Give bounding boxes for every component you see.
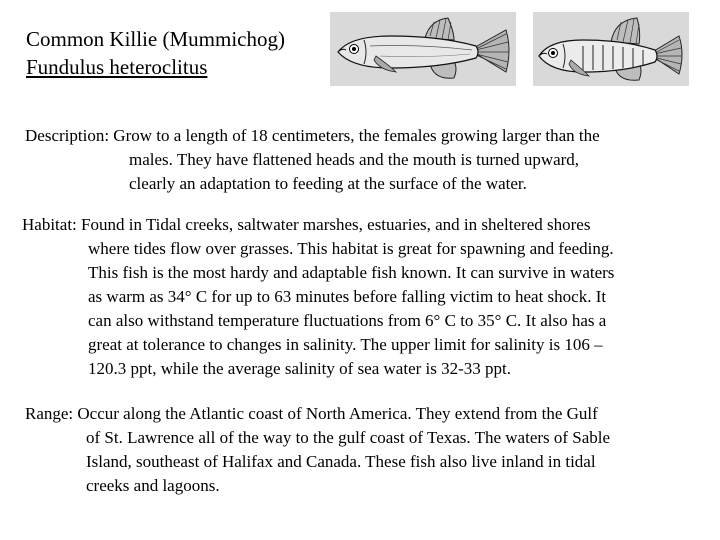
habitat-line: where tides flow over grasses. This habitat is great for spawning and feeding. <box>88 239 614 258</box>
range-line: creeks and lagoons. <box>86 476 220 495</box>
habitat-line: This fish is the most hardy and adaptable fish known. It can survive in waters <box>88 263 615 282</box>
habitat-line: great at tolerance to changes in salinity. The upper limit for salinity is 106 – <box>88 335 603 354</box>
fish-illustration-icon <box>533 12 689 86</box>
range-line: Range: Occur along the Atlantic coast of North America. They extend from the Gulf <box>25 404 598 423</box>
scientific-name: Fundulus heteroclitus <box>26 55 208 79</box>
habitat-label: Habitat: <box>22 215 77 234</box>
range-label: Range: <box>25 404 74 423</box>
fish-illustration-icon <box>330 12 516 86</box>
habitat-line: 120.3 ppt, while the average salinity of sea water is 32-33 ppt. <box>88 359 511 378</box>
description-line: Description: Grow to a length of 18 centimeters, the females growing larger than the <box>25 126 600 145</box>
habitat-line: can also withstand temperature fluctuations from 6° C to 35° C. It also has a <box>88 311 607 330</box>
range-line: Island, southeast of Halifax and Canada. These fish also live inland in tidal <box>86 452 596 471</box>
habitat-line: as warm as 34° C for up to 63 minutes before falling victim to heat shock. It <box>88 287 607 306</box>
habitat-line: Habitat: Found in Tidal creeks, saltwater marshes, estuaries, and in sheltered shores <box>22 215 591 234</box>
habitat-section <box>22 213 614 381</box>
common-name: Common Killie (Mummichog) <box>26 27 285 51</box>
description-line: clearly an adaptation to feeding at the surface of the water. <box>129 174 527 193</box>
description-line: males. They have flattened heads and the mouth is turned upward, <box>129 150 580 169</box>
fish-image-2 <box>533 12 689 86</box>
description-label: Description: <box>25 126 110 145</box>
range-section <box>25 402 610 498</box>
description-section <box>25 124 600 196</box>
fish-image-1 <box>330 12 516 86</box>
range-line: of St. Lawrence all of the way to the gulf coast of Texas. The waters of Sable <box>86 428 611 447</box>
page-title <box>26 25 285 81</box>
